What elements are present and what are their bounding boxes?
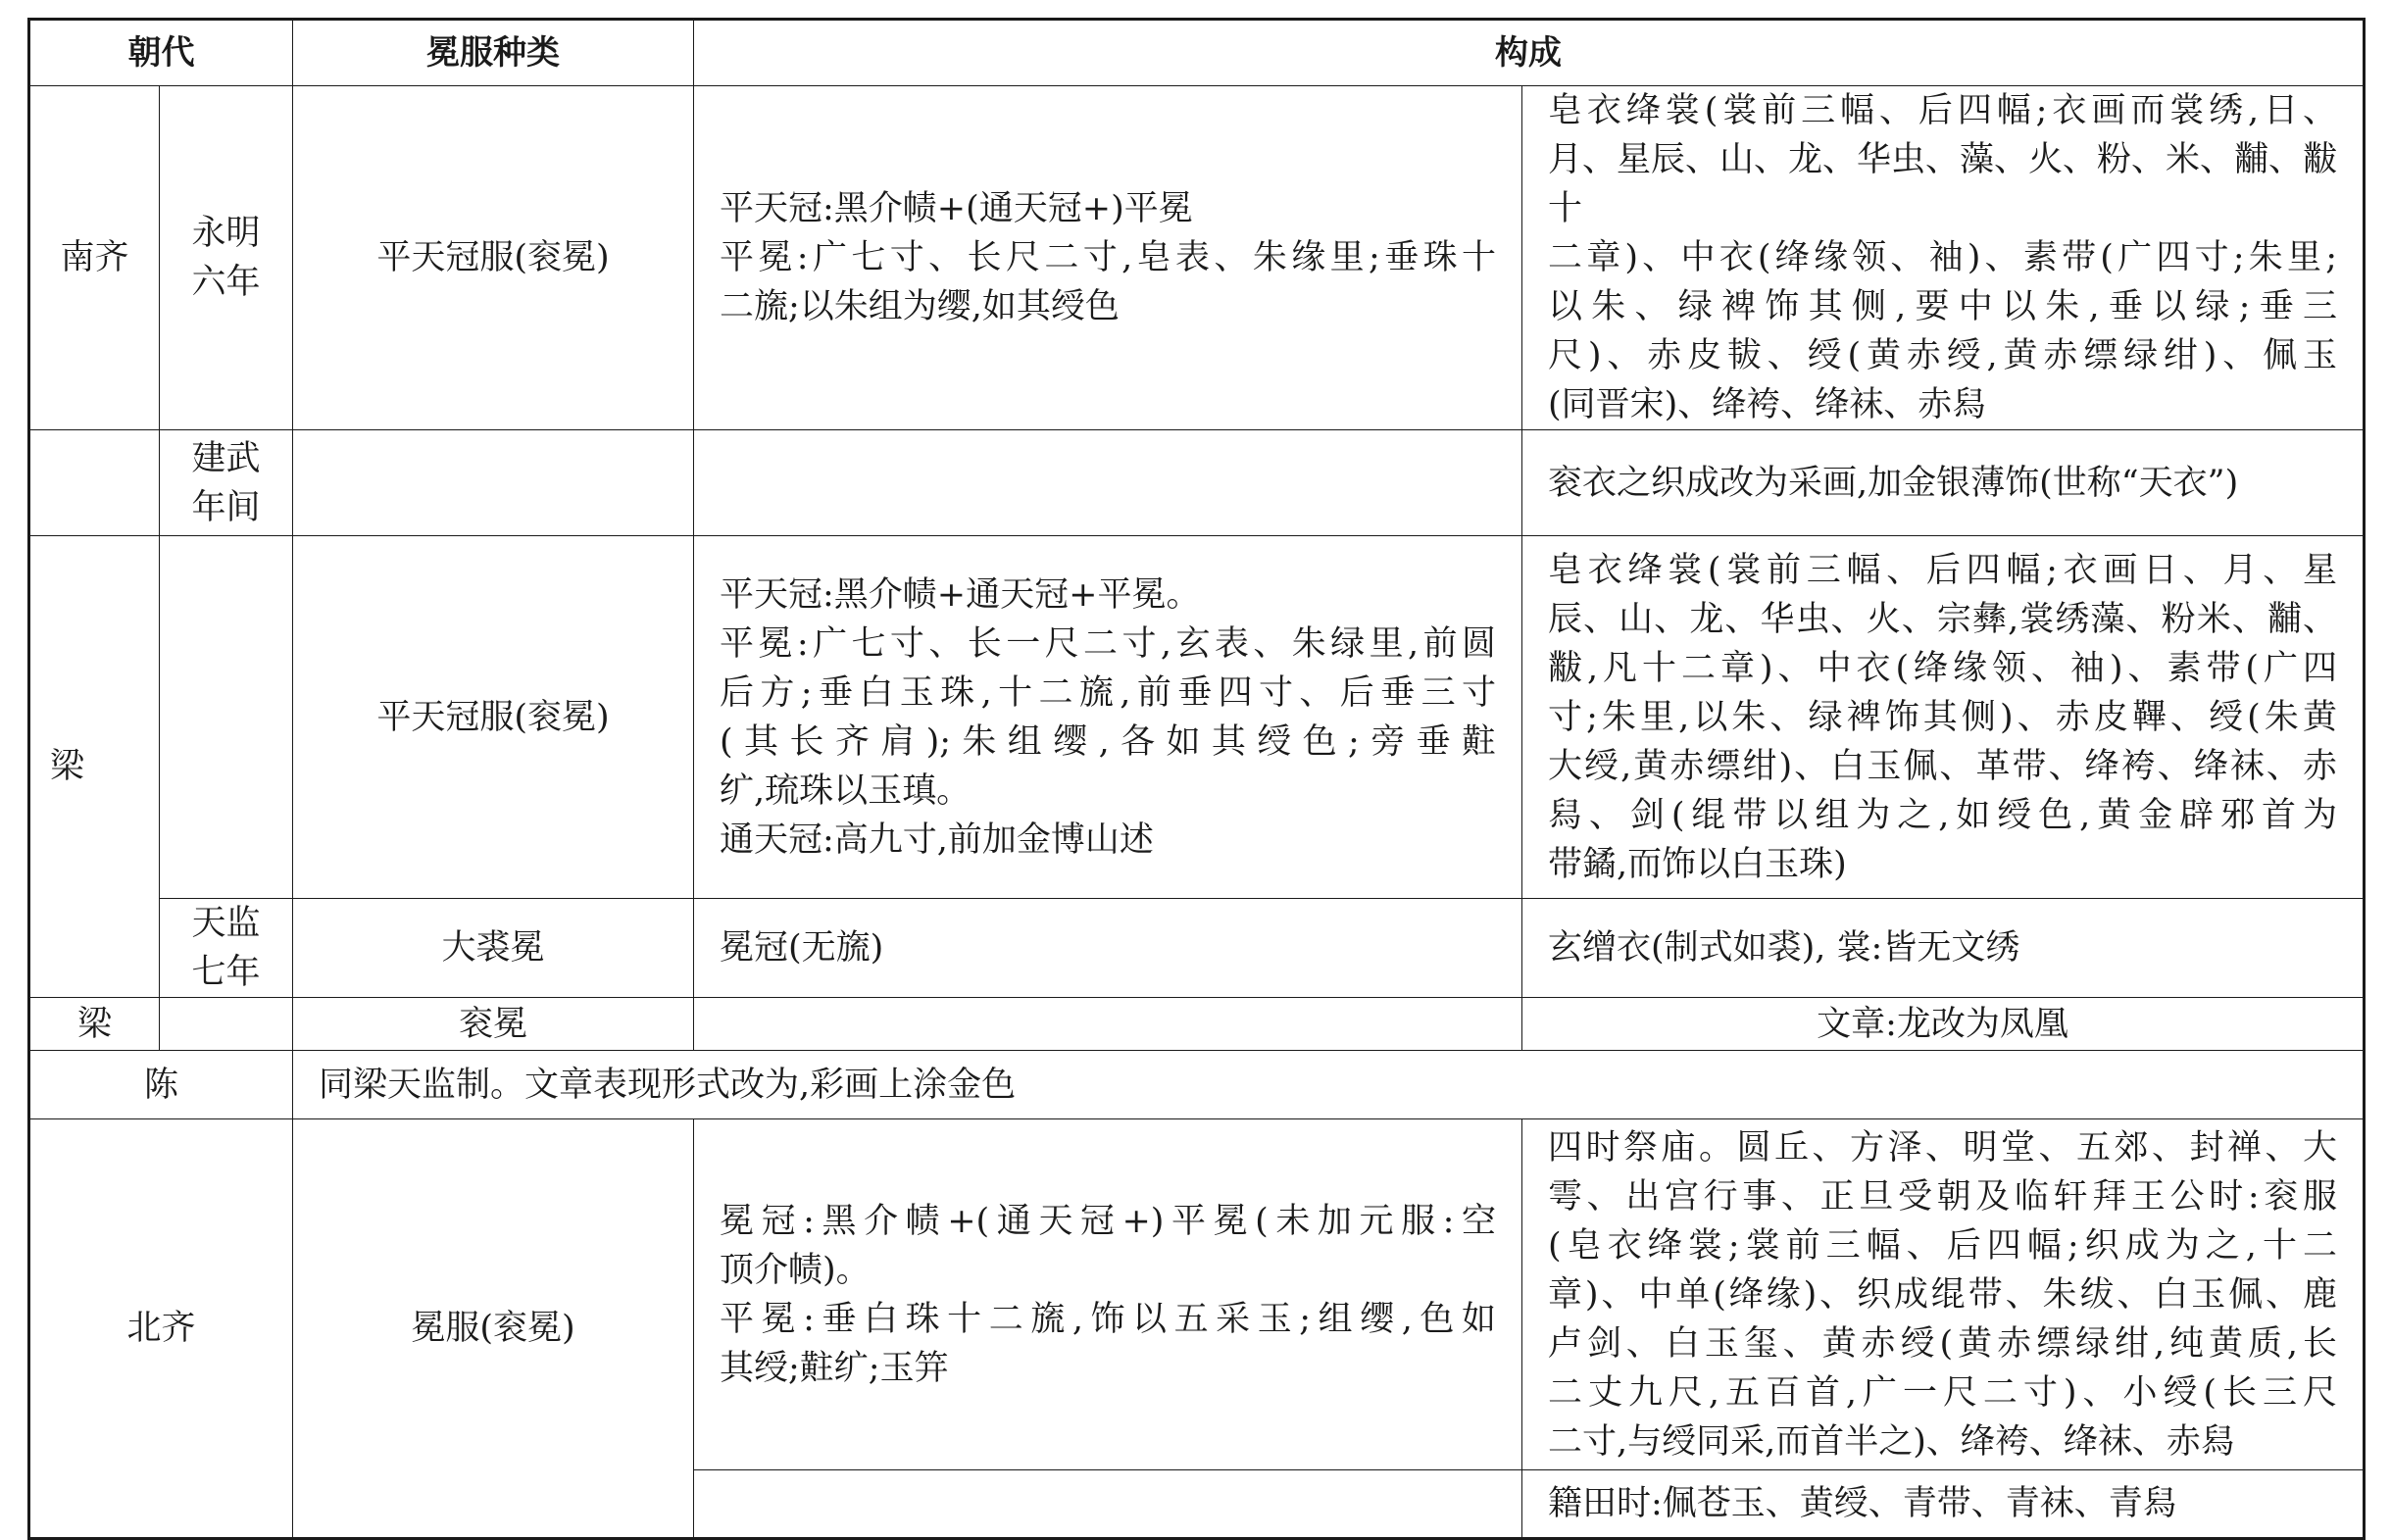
garment-cell: 四时祭庙。圆丘、方泽、明堂、五郊、封禅、大 雩、出宫行事、正旦受朝及临轩拜王公时:衮服 (皂衣绛裳;裳前三幅、后四幅;织成为之,十二 章)、中单(绛缘)、织成绲带、朱绂、白玉佩、鹿 卢剑、白玉玺、黄赤绶(黄赤缥绿绀,纯黄质,长 二丈九尺,五百首,广一尺二寸)、小绶(长三尺 二寸,与绶同采,而首半之)、绛袴、绛袜、赤舄 <box>1522 1119 2365 1470</box>
era-cell <box>160 536 293 899</box>
dynasty-cell: 南齐 <box>29 86 160 430</box>
crown-cell: 冕冠(无旒) <box>694 899 1522 998</box>
garment-cell: 文章:龙改为凤凰 <box>1522 998 2365 1051</box>
chen-note-cell: 同梁天监制。文章表现形式改为,彩画上涂金色 <box>293 1051 2365 1119</box>
garment-cell: 皂衣绛裳(裳前三幅、后四幅;衣画而裳绣,日、 月、星辰、山、龙、华虫、藻、火、粉、米、黼、黻十 二章)、中衣(绛缘领、袖)、素带(广四寸;朱里; 以朱、绿裨饰其侧,要中以朱,垂以绿;垂三 尺)、赤皮韨、绶(黄赤绶,黄赤缥绿绀)、佩玉 (同晋宋)、绛袴、绛袜、赤舄 <box>1522 86 2365 430</box>
row-beiqi <box>29 1119 2365 1470</box>
row-liang <box>29 536 2365 899</box>
type-cell: 平天冠服(衮冕) <box>293 536 694 899</box>
crown-cell <box>694 998 1522 1051</box>
era-cell: 建武 年间 <box>160 430 293 536</box>
row-liang-2 <box>29 998 2365 1051</box>
garment-cell: 籍田时:佩苍玉、黄绶、青带、青袜、青舄 <box>1522 1470 2365 1539</box>
era-cell <box>160 998 293 1051</box>
type-cell <box>293 430 694 536</box>
era-cell: 天监 七年 <box>160 899 293 998</box>
garment-cell: 皂衣绛裳(裳前三幅、后四幅;衣画日、月、星 辰、山、龙、华虫、火、宗彝,裳绣藻、粉米、黼、 黻,凡十二章)、中衣(绛缘领、袖)、素带(广四 寸;朱里,以朱、绿裨饰其侧)、赤皮鞸、绶(朱黄 大绶,黄赤缥绀)、白玉佩、革带、绛袴、绛袜、赤 舄、剑(绲带以组为之,如绶色,黄金辟邪首为 带鐍,而饰以白玉珠) <box>1522 536 2365 899</box>
dynasty-mianfu-table <box>27 18 2366 1540</box>
header-row <box>29 20 2365 86</box>
type-cell: 衮冕 <box>293 998 694 1051</box>
header-type: 冕服种类 <box>293 20 694 86</box>
era-cell: 永明 六年 <box>160 86 293 430</box>
garment-cell: 玄缯衣(制式如裘), 裳:皆无文绣 <box>1522 899 2365 998</box>
crown-cell: 冕冠:黑介帻+(通天冠+)平冕(未加元服:空 顶介帻)。 平冕:垂白珠十二旒,饰以五采玉;组缨,色如 其绶;黈纩;玉笄 <box>694 1119 1522 1470</box>
garment-cell: 衮衣之织成改为采画,加金银薄饰(世称“天衣”) <box>1522 430 2365 536</box>
crown-cell: 平天冠:黑介帻+(通天冠+)平冕 平冕:广七寸、长尺二寸,皂表、朱缘里;垂珠十 二旒;以朱组为缨,如其绶色 <box>694 86 1522 430</box>
dynasty-cell: 梁 <box>29 998 160 1051</box>
type-cell: 平天冠服(衮冕) <box>293 86 694 430</box>
row-tianjian <box>29 899 2365 998</box>
row-jianwu <box>29 430 2365 536</box>
dynasty-cell <box>29 430 160 536</box>
header-dynasty: 朝代 <box>29 20 293 86</box>
dynasty-cell: 陈 <box>29 1051 293 1119</box>
row-nanqi <box>29 86 2365 430</box>
row-chen <box>29 1051 2365 1119</box>
dynasty-cell: 北齐 <box>29 1119 293 1539</box>
crown-cell: 平天冠:黑介帻+通天冠+平冕。 平冕:广七寸、长一尺二寸,玄表、朱绿里,前圆 后方;垂白玉珠,十二旒,前垂四寸、后垂三寸 (其长齐肩);朱组缨,各如其绶色;旁垂黈 纩,琉珠以玉瑱。 通天冠:高九寸,前加金博山述 <box>694 536 1522 899</box>
crown-cell <box>694 1470 1522 1539</box>
type-cell: 冕服(衮冕) <box>293 1119 694 1539</box>
dynasty-cell: 梁 <box>29 536 160 998</box>
header-composition: 构成 <box>694 20 2365 86</box>
crown-cell <box>694 430 1522 536</box>
type-cell: 大裘冕 <box>293 899 694 998</box>
